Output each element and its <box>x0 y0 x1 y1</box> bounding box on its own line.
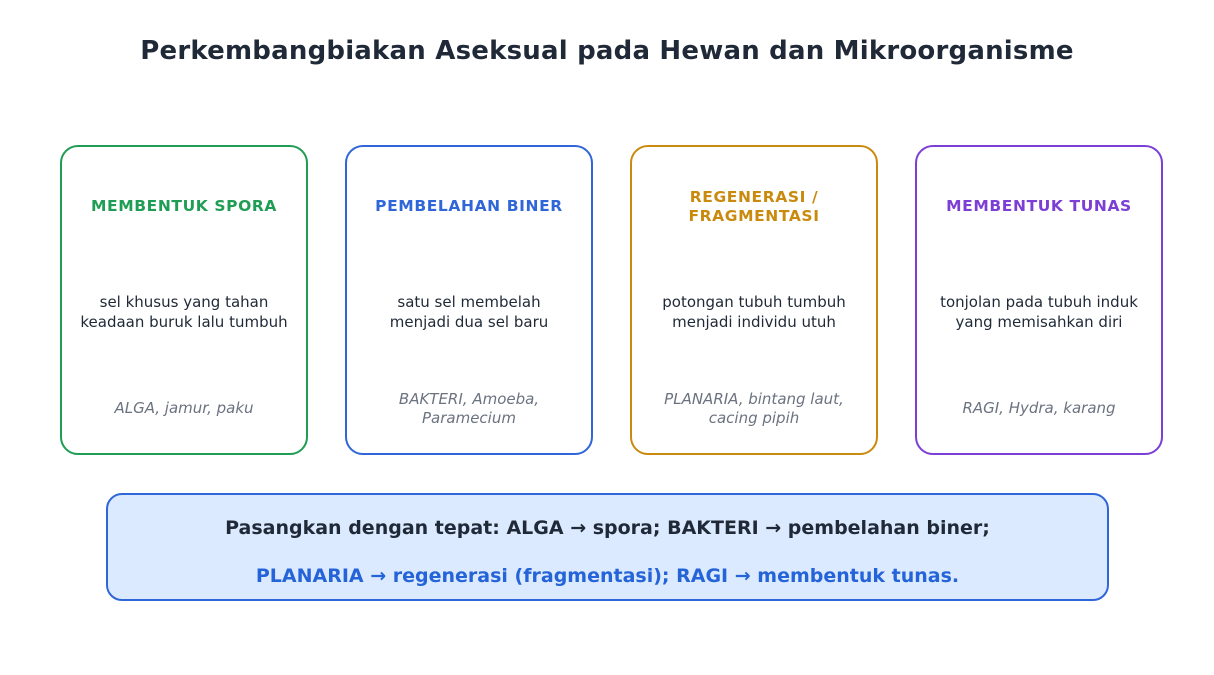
card-title: REGENERASI / FRAGMENTASI <box>688 187 820 225</box>
card-description: potongan tubuh tumbuh menjadi individu utuh <box>662 293 846 331</box>
card-title: MEMBENTUK TUNAS <box>946 197 1132 216</box>
card-examples: PLANARIA, bintang laut, cacing pipih <box>664 389 844 427</box>
diagram-title: Perkembangbiakan Aseksual pada Hewan dan Mikroorganisme <box>140 36 1074 66</box>
card-examples: BAKTERI, Amoeba, Paramecium <box>398 389 540 427</box>
card-title: PEMBELAHAN BINER <box>375 197 563 216</box>
card-membentuk-tunas <box>915 145 1163 455</box>
card-description: tonjolan pada tubuh induk yang memisahkan diri <box>940 293 1138 331</box>
summary-line-1: Pasangkan dengan tepat: ALGA → spora; BAKTERI → pembelahan biner; <box>225 517 990 539</box>
card-pembelahan-biner <box>345 145 593 455</box>
card-examples: RAGI, Hydra, karang <box>962 399 1116 418</box>
card-examples: ALGA, jamur, paku <box>114 399 254 418</box>
card-regenerasi-fragmentasi <box>630 145 878 455</box>
card-spora <box>60 145 308 455</box>
summary-box <box>106 493 1109 601</box>
card-description: satu sel membelah menjadi dua sel baru <box>389 293 549 331</box>
card-description: sel khusus yang tahan keadaan buruk lalu tumbuh <box>80 293 288 331</box>
summary-line-2: PLANARIA → regenerasi (fragmentasi); RAGI → membentuk tunas. <box>255 565 960 587</box>
card-title: MEMBENTUK SPORA <box>90 197 277 216</box>
